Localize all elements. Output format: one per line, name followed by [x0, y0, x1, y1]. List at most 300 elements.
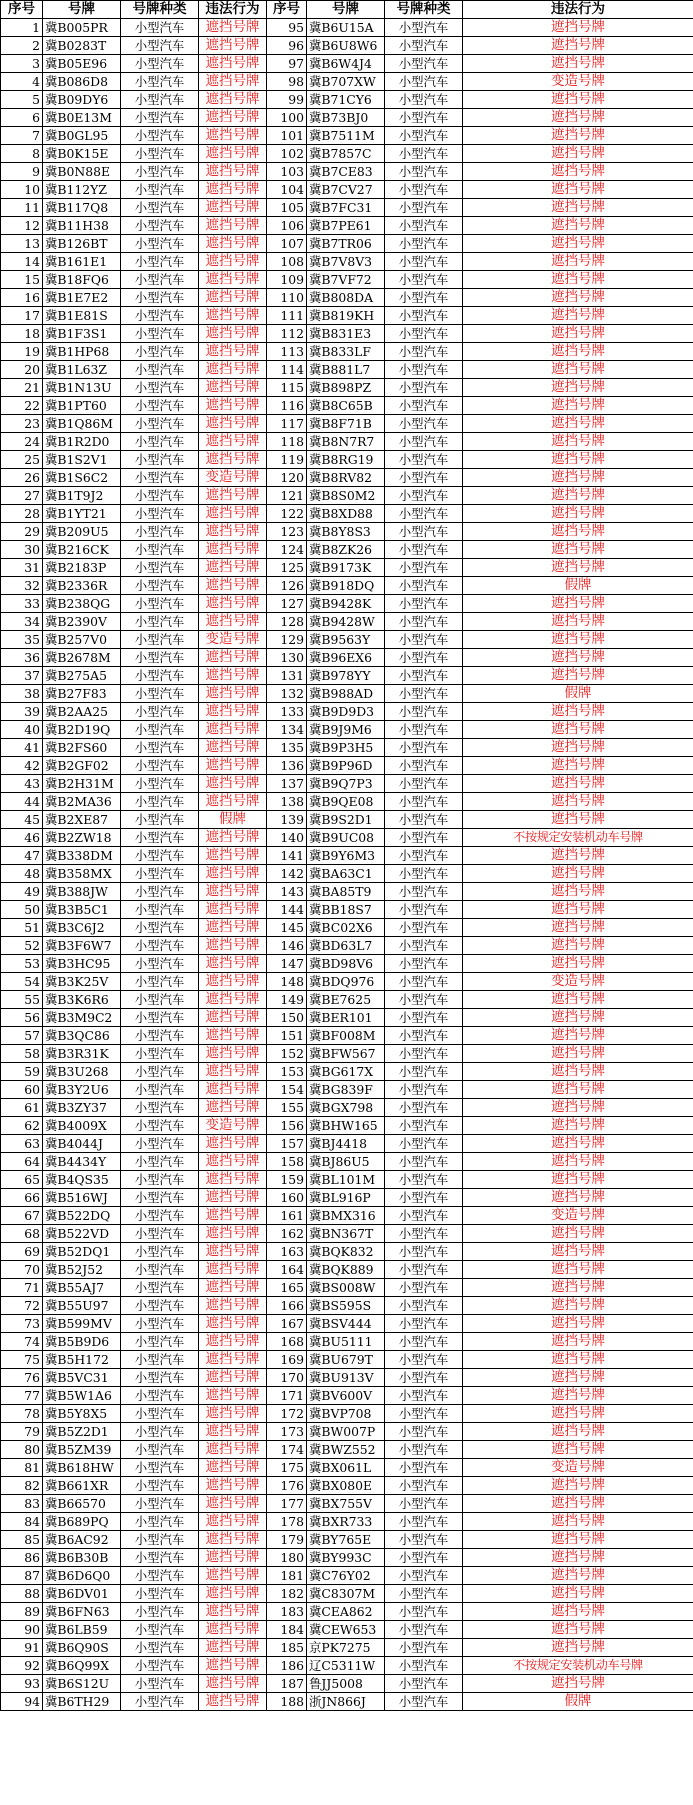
plate-type: 小型汽车	[121, 901, 199, 919]
row-index: 65	[1, 1171, 43, 1189]
plate-number: 冀BWZ552	[307, 1441, 385, 1459]
row-index: 119	[267, 451, 307, 469]
violation-type: 遮挡号牌	[199, 883, 267, 901]
plate-number: 冀BFW567	[307, 1045, 385, 1063]
row-index: 156	[267, 1117, 307, 1135]
row-index: 77	[1, 1387, 43, 1405]
plate-number: 冀B7TR06	[307, 235, 385, 253]
plate-number: 冀BU913V	[307, 1369, 385, 1387]
violation-type: 遮挡号牌	[199, 1351, 267, 1369]
plate-number: 冀B0283T	[43, 37, 121, 55]
plate-type: 小型汽车	[385, 1693, 463, 1711]
row-index: 19	[1, 343, 43, 361]
row-index: 170	[267, 1369, 307, 1387]
plate-type: 小型汽车	[385, 1567, 463, 1585]
table-row	[1, 1297, 693, 1315]
plate-type: 小型汽车	[121, 865, 199, 883]
violation-type: 遮挡号牌	[463, 19, 693, 37]
violation-type: 不按规定安装机动车号牌	[463, 1657, 693, 1675]
row-index: 48	[1, 865, 43, 883]
plate-type: 小型汽车	[121, 1603, 199, 1621]
plate-type: 小型汽车	[385, 1189, 463, 1207]
violation-type: 遮挡号牌	[199, 1567, 267, 1585]
plate-type: 小型汽车	[121, 505, 199, 523]
violation-type: 遮挡号牌	[463, 1477, 693, 1495]
plate-number: 冀B9563Y	[307, 631, 385, 649]
row-index: 24	[1, 433, 43, 451]
table-row	[1, 1675, 693, 1693]
plate-type: 小型汽车	[121, 937, 199, 955]
plate-number: 冀B599MV	[43, 1315, 121, 1333]
row-index: 74	[1, 1333, 43, 1351]
plate-type: 小型汽车	[385, 127, 463, 145]
violation-type: 遮挡号牌	[463, 307, 693, 325]
row-index: 97	[267, 55, 307, 73]
table-row	[1, 379, 693, 397]
row-index: 20	[1, 361, 43, 379]
violation-type: 遮挡号牌	[199, 1603, 267, 1621]
table-row	[1, 1477, 693, 1495]
plate-type: 小型汽车	[385, 253, 463, 271]
plate-number: 冀B661XR	[43, 1477, 121, 1495]
plate-number: 冀B96EX6	[307, 649, 385, 667]
plate-type: 小型汽车	[385, 1135, 463, 1153]
plate-type: 小型汽车	[121, 235, 199, 253]
row-index: 162	[267, 1225, 307, 1243]
violation-type: 遮挡号牌	[463, 1549, 693, 1567]
table-row	[1, 271, 693, 289]
row-index: 35	[1, 631, 43, 649]
violation-type: 遮挡号牌	[463, 1405, 693, 1423]
row-index: 176	[267, 1477, 307, 1495]
violation-type: 遮挡号牌	[463, 361, 693, 379]
violation-type: 遮挡号牌	[463, 1099, 693, 1117]
violation-type: 遮挡号牌	[463, 163, 693, 181]
row-index: 114	[267, 361, 307, 379]
plate-number: 冀B6U15A	[307, 19, 385, 37]
plate-type: 小型汽车	[121, 523, 199, 541]
violation-type: 遮挡号牌	[463, 343, 693, 361]
plate-number: 冀B8XD88	[307, 505, 385, 523]
violation-type: 遮挡号牌	[463, 217, 693, 235]
violation-type: 遮挡号牌	[199, 793, 267, 811]
table-row	[1, 1567, 693, 1585]
row-index: 85	[1, 1531, 43, 1549]
plate-type: 小型汽车	[121, 307, 199, 325]
plate-type: 小型汽车	[121, 1585, 199, 1603]
violation-type: 遮挡号牌	[199, 577, 267, 595]
violation-type: 遮挡号牌	[463, 253, 693, 271]
plate-number: 冀B3ZY37	[43, 1099, 121, 1117]
plate-number: 冀B5ZM39	[43, 1441, 121, 1459]
violation-type: 遮挡号牌	[463, 487, 693, 505]
plate-type: 小型汽车	[385, 973, 463, 991]
row-index: 153	[267, 1063, 307, 1081]
plate-type: 小型汽车	[385, 1585, 463, 1603]
violation-type: 遮挡号牌	[199, 451, 267, 469]
plate-number: 冀B086D8	[43, 73, 121, 91]
plate-type: 小型汽车	[121, 1369, 199, 1387]
row-index: 52	[1, 937, 43, 955]
plate-type: 小型汽车	[121, 289, 199, 307]
row-index: 160	[267, 1189, 307, 1207]
row-index: 182	[267, 1585, 307, 1603]
violation-type: 遮挡号牌	[199, 1405, 267, 1423]
violation-type: 遮挡号牌	[463, 91, 693, 109]
violation-type: 遮挡号牌	[463, 469, 693, 487]
plate-number: 冀B338DM	[43, 847, 121, 865]
plate-type: 小型汽车	[385, 487, 463, 505]
plate-type: 小型汽车	[385, 1531, 463, 1549]
table-row	[1, 289, 693, 307]
plate-number: 冀B1S6C2	[43, 469, 121, 487]
table-row	[1, 703, 693, 721]
table-row	[1, 721, 693, 739]
row-index: 141	[267, 847, 307, 865]
row-index: 148	[267, 973, 307, 991]
plate-number: 冀BS595S	[307, 1297, 385, 1315]
row-index: 76	[1, 1369, 43, 1387]
violation-type: 遮挡号牌	[463, 1153, 693, 1171]
row-index: 100	[267, 109, 307, 127]
row-index: 46	[1, 829, 43, 847]
plate-number: 冀B819KH	[307, 307, 385, 325]
row-index: 37	[1, 667, 43, 685]
violation-type: 遮挡号牌	[199, 739, 267, 757]
table-row	[1, 1657, 693, 1675]
plate-type: 小型汽车	[385, 1207, 463, 1225]
row-index: 173	[267, 1423, 307, 1441]
violation-type: 遮挡号牌	[199, 1189, 267, 1207]
table-row	[1, 361, 693, 379]
plate-type: 小型汽车	[385, 865, 463, 883]
plate-type: 小型汽车	[121, 1459, 199, 1477]
plate-type: 小型汽车	[385, 685, 463, 703]
plate-number: 冀BW007P	[307, 1423, 385, 1441]
row-index: 1	[1, 19, 43, 37]
violation-type: 遮挡号牌	[463, 127, 693, 145]
violation-type: 遮挡号牌	[463, 937, 693, 955]
plate-type: 小型汽车	[121, 163, 199, 181]
plate-type: 小型汽车	[385, 541, 463, 559]
violation-type: 遮挡号牌	[199, 145, 267, 163]
plate-type: 小型汽车	[385, 1171, 463, 1189]
plate-number: 冀B7CE83	[307, 163, 385, 181]
violation-type: 遮挡号牌	[463, 235, 693, 253]
violation-type: 遮挡号牌	[199, 91, 267, 109]
plate-number: 冀BG839F	[307, 1081, 385, 1099]
plate-number: 冀B0GL95	[43, 127, 121, 145]
violation-type: 遮挡号牌	[199, 703, 267, 721]
row-index: 105	[267, 199, 307, 217]
row-index: 59	[1, 1063, 43, 1081]
row-index: 96	[267, 37, 307, 55]
row-index: 161	[267, 1207, 307, 1225]
violation-type: 遮挡号牌	[463, 775, 693, 793]
table-row	[1, 883, 693, 901]
plate-type: 小型汽车	[121, 1693, 199, 1711]
table-row	[1, 1261, 693, 1279]
plate-type: 小型汽车	[385, 505, 463, 523]
plate-number: 冀BA85T9	[307, 883, 385, 901]
row-index: 164	[267, 1261, 307, 1279]
plate-number: 冀B3M9C2	[43, 1009, 121, 1027]
row-index: 29	[1, 523, 43, 541]
plate-type: 小型汽车	[385, 1495, 463, 1513]
table-row	[1, 847, 693, 865]
table-row	[1, 901, 693, 919]
plate-number: 冀BF008M	[307, 1027, 385, 1045]
row-index: 49	[1, 883, 43, 901]
plate-number: 冀B9P96D	[307, 757, 385, 775]
violation-type: 遮挡号牌	[199, 1477, 267, 1495]
plate-number: 冀B3B5C1	[43, 901, 121, 919]
row-index: 68	[1, 1225, 43, 1243]
row-index: 63	[1, 1135, 43, 1153]
plate-type: 小型汽车	[121, 595, 199, 613]
violation-type: 遮挡号牌	[463, 847, 693, 865]
plate-number: 冀B988AD	[307, 685, 385, 703]
row-index: 118	[267, 433, 307, 451]
table-row	[1, 253, 693, 271]
row-index: 175	[267, 1459, 307, 1477]
row-index: 86	[1, 1549, 43, 1567]
plate-number: 冀B7PE61	[307, 217, 385, 235]
row-index: 67	[1, 1207, 43, 1225]
plate-type: 小型汽车	[385, 397, 463, 415]
row-index: 66	[1, 1189, 43, 1207]
plate-type: 小型汽车	[121, 757, 199, 775]
row-index: 30	[1, 541, 43, 559]
row-index: 57	[1, 1027, 43, 1045]
row-index: 45	[1, 811, 43, 829]
violation-type: 遮挡号牌	[199, 1387, 267, 1405]
row-index: 134	[267, 721, 307, 739]
violation-type: 遮挡号牌	[463, 1117, 693, 1135]
plate-number: 冀B6D6Q0	[43, 1567, 121, 1585]
row-index: 44	[1, 793, 43, 811]
violation-type: 遮挡号牌	[199, 1675, 267, 1693]
plate-number: 冀BC02X6	[307, 919, 385, 937]
plate-type: 小型汽车	[385, 325, 463, 343]
plate-type: 小型汽车	[121, 1225, 199, 1243]
table-row	[1, 1171, 693, 1189]
plate-type: 小型汽车	[121, 217, 199, 235]
plate-number: 冀B1L63Z	[43, 361, 121, 379]
violation-type: 遮挡号牌	[463, 1171, 693, 1189]
plate-number: 冀B2MA36	[43, 793, 121, 811]
plate-number: 冀B8C65B	[307, 397, 385, 415]
plate-number: 冀B388JW	[43, 883, 121, 901]
plate-type: 小型汽车	[121, 1675, 199, 1693]
violation-type: 遮挡号牌	[199, 1171, 267, 1189]
row-index: 139	[267, 811, 307, 829]
row-index: 79	[1, 1423, 43, 1441]
row-index: 95	[267, 19, 307, 37]
plate-type: 小型汽车	[121, 1099, 199, 1117]
plate-type: 小型汽车	[385, 1225, 463, 1243]
plate-type: 小型汽车	[121, 811, 199, 829]
plate-type: 小型汽车	[385, 1387, 463, 1405]
row-index: 138	[267, 793, 307, 811]
plate-type: 小型汽车	[385, 469, 463, 487]
row-index: 188	[267, 1693, 307, 1711]
row-index: 152	[267, 1045, 307, 1063]
row-index: 120	[267, 469, 307, 487]
row-index: 165	[267, 1279, 307, 1297]
table-row	[1, 739, 693, 757]
plate-number: 冀B1E81S	[43, 307, 121, 325]
plate-type: 小型汽车	[121, 541, 199, 559]
plate-type: 小型汽车	[121, 685, 199, 703]
table-row	[1, 865, 693, 883]
plate-number: 京PK7275	[307, 1639, 385, 1657]
row-index: 87	[1, 1567, 43, 1585]
violation-type: 遮挡号牌	[199, 1423, 267, 1441]
table-row	[1, 109, 693, 127]
plate-number: 冀B1S2V1	[43, 451, 121, 469]
violation-type: 遮挡号牌	[199, 1621, 267, 1639]
violation-type: 遮挡号牌	[463, 901, 693, 919]
plate-type: 小型汽车	[121, 1405, 199, 1423]
header-plate: 号牌	[43, 1, 121, 19]
table-row	[1, 1333, 693, 1351]
row-index: 50	[1, 901, 43, 919]
row-index: 22	[1, 397, 43, 415]
row-index: 183	[267, 1603, 307, 1621]
violation-type: 遮挡号牌	[199, 541, 267, 559]
violation-type: 遮挡号牌	[199, 1531, 267, 1549]
row-index: 84	[1, 1513, 43, 1531]
plate-type: 小型汽车	[385, 1315, 463, 1333]
row-index: 43	[1, 775, 43, 793]
plate-number: 冀BX755V	[307, 1495, 385, 1513]
plate-type: 小型汽车	[121, 1045, 199, 1063]
violation-type: 遮挡号牌	[199, 901, 267, 919]
violation-type: 遮挡号牌	[463, 919, 693, 937]
plate-type: 小型汽车	[385, 991, 463, 1009]
plate-type: 小型汽车	[385, 181, 463, 199]
violation-type: 遮挡号牌	[199, 433, 267, 451]
row-index: 167	[267, 1315, 307, 1333]
violation-type: 遮挡号牌	[463, 433, 693, 451]
row-index: 12	[1, 217, 43, 235]
plate-type: 小型汽车	[121, 829, 199, 847]
row-index: 3	[1, 55, 43, 73]
row-index: 82	[1, 1477, 43, 1495]
violation-type: 遮挡号牌	[199, 865, 267, 883]
table-row	[1, 1585, 693, 1603]
table-row	[1, 1189, 693, 1207]
violation-type: 遮挡号牌	[199, 613, 267, 631]
plate-type: 小型汽车	[121, 1315, 199, 1333]
violation-type: 遮挡号牌	[463, 1441, 693, 1459]
plate-number: 冀B005PR	[43, 19, 121, 37]
row-index: 154	[267, 1081, 307, 1099]
plate-type: 小型汽车	[121, 433, 199, 451]
table-row	[1, 127, 693, 145]
violation-type: 遮挡号牌	[463, 955, 693, 973]
plate-type: 小型汽车	[385, 955, 463, 973]
violation-type: 遮挡号牌	[199, 73, 267, 91]
violation-type: 遮挡号牌	[463, 559, 693, 577]
plate-number: 冀B808DA	[307, 289, 385, 307]
row-index: 93	[1, 1675, 43, 1693]
plate-number: 冀B6U8W6	[307, 37, 385, 55]
plate-number: 冀B52DQ1	[43, 1243, 121, 1261]
violation-type: 遮挡号牌	[463, 757, 693, 775]
violation-type: 遮挡号牌	[463, 1189, 693, 1207]
plate-type: 小型汽车	[121, 253, 199, 271]
table-row	[1, 433, 693, 451]
header-index: 序号	[267, 1, 307, 19]
row-index: 27	[1, 487, 43, 505]
row-index: 70	[1, 1261, 43, 1279]
plate-type: 小型汽车	[121, 1153, 199, 1171]
violation-type: 遮挡号牌	[463, 595, 693, 613]
row-index: 25	[1, 451, 43, 469]
plate-number: 冀B2XE87	[43, 811, 121, 829]
row-index: 110	[267, 289, 307, 307]
plate-number: 冀B9S2D1	[307, 811, 385, 829]
row-index: 39	[1, 703, 43, 721]
plate-type: 小型汽车	[121, 1423, 199, 1441]
violation-type: 遮挡号牌	[199, 397, 267, 415]
plate-type: 小型汽车	[121, 793, 199, 811]
plate-number: 冀BV600V	[307, 1387, 385, 1405]
plate-type: 小型汽车	[121, 415, 199, 433]
violation-type: 遮挡号牌	[463, 1225, 693, 1243]
plate-number: 冀B9QE08	[307, 793, 385, 811]
violation-type: 遮挡号牌	[463, 199, 693, 217]
plate-number: 冀B7V8V3	[307, 253, 385, 271]
plate-number: 冀B1Q86M	[43, 415, 121, 433]
plate-number: 冀B3QC86	[43, 1027, 121, 1045]
plate-type: 小型汽车	[385, 757, 463, 775]
violation-type: 遮挡号牌	[199, 1225, 267, 1243]
violation-type: 遮挡号牌	[199, 1459, 267, 1477]
header-violation: 违法行为	[463, 1, 693, 19]
row-index: 184	[267, 1621, 307, 1639]
plate-number: 冀B8RG19	[307, 451, 385, 469]
plate-type: 小型汽车	[121, 667, 199, 685]
plate-type: 小型汽车	[385, 793, 463, 811]
table-row	[1, 973, 693, 991]
plate-type: 小型汽车	[121, 1243, 199, 1261]
violation-type: 遮挡号牌	[463, 1333, 693, 1351]
plate-number: 冀B3HC95	[43, 955, 121, 973]
plate-number: 冀BS008W	[307, 1279, 385, 1297]
plate-number: 冀B881L7	[307, 361, 385, 379]
violation-type: 遮挡号牌	[199, 1315, 267, 1333]
plate-number: 冀B2AA25	[43, 703, 121, 721]
violation-type: 遮挡号牌	[463, 523, 693, 541]
plate-type: 小型汽车	[121, 1009, 199, 1027]
header-violation: 违法行为	[199, 1, 267, 19]
row-index: 51	[1, 919, 43, 937]
plate-number: 冀B9D9D3	[307, 703, 385, 721]
plate-number: 冀B689PQ	[43, 1513, 121, 1531]
violation-type: 变造号牌	[463, 1459, 693, 1477]
plate-number: 冀B52J52	[43, 1261, 121, 1279]
violation-type: 遮挡号牌	[463, 1531, 693, 1549]
plate-number: 冀BSV444	[307, 1315, 385, 1333]
violation-type: 遮挡号牌	[463, 1387, 693, 1405]
plate-type: 小型汽车	[121, 1027, 199, 1045]
plate-number: 冀B7CV27	[307, 181, 385, 199]
row-index: 99	[267, 91, 307, 109]
plate-number: 冀B66570	[43, 1495, 121, 1513]
